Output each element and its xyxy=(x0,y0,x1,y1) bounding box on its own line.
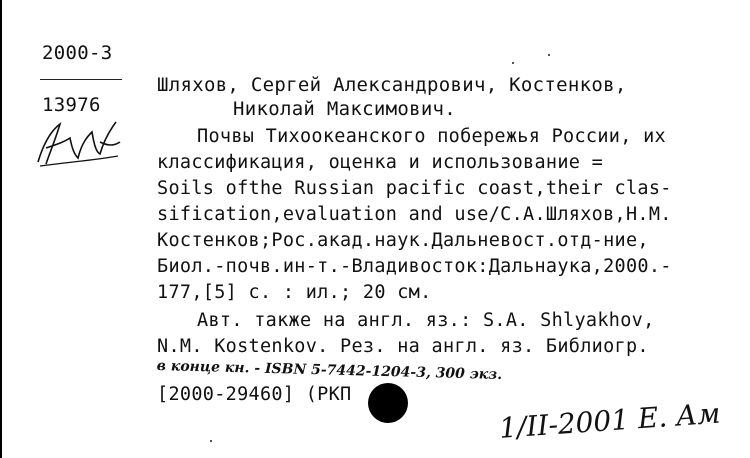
call-number-divider xyxy=(40,79,122,80)
accession-number: 13976 xyxy=(42,94,101,116)
note-line: Авт. также на англ. яз.: S.A. Shlyakhov, xyxy=(197,310,655,331)
call-number: 2000-3 xyxy=(42,42,113,64)
dust-speck xyxy=(512,62,514,64)
publisher-line: Костенков;Рос.акад.наук.Дальневост.отд-ние, xyxy=(157,230,649,251)
note-line: N.M. Kostenkov. Рез. на англ. яз. Библиогр. xyxy=(157,336,649,357)
title-line: классификация, оценка и использование = xyxy=(157,152,604,173)
handwritten-isbn-note: в конце кн. - ISBN 5-7442-1204-3, 300 экз. xyxy=(156,358,503,384)
ink-blot xyxy=(368,383,408,423)
title-line: Почвы Тихоокеанского побережья России, их xyxy=(197,126,666,147)
author-line: Шляхов, Сергей Александрович, Костенков, xyxy=(157,74,627,96)
publisher-line: Биол.-почв.ин-т.-Владивосток:Дальнаука,2000.- xyxy=(157,256,672,277)
collation-line: 177,[5] с. : ил.; 20 см. xyxy=(157,282,432,303)
parallel-title-line: sification,evaluation and use/С.А.Шляхов,Н.М. xyxy=(157,204,672,225)
record-number: [2000-29460] (РКП xyxy=(157,384,352,405)
handwritten-date-note: 1/II-2001 Е. Ам xyxy=(498,396,722,445)
parallel-title-line: Soils ofthe Russian pacific coast,their clas- xyxy=(157,178,672,199)
card-left-edge xyxy=(0,0,2,458)
dust-speck xyxy=(548,54,550,56)
author-line-continued: Николай Максимович. xyxy=(233,98,457,120)
handwritten-signature xyxy=(30,112,125,170)
dust-speck xyxy=(210,440,212,442)
